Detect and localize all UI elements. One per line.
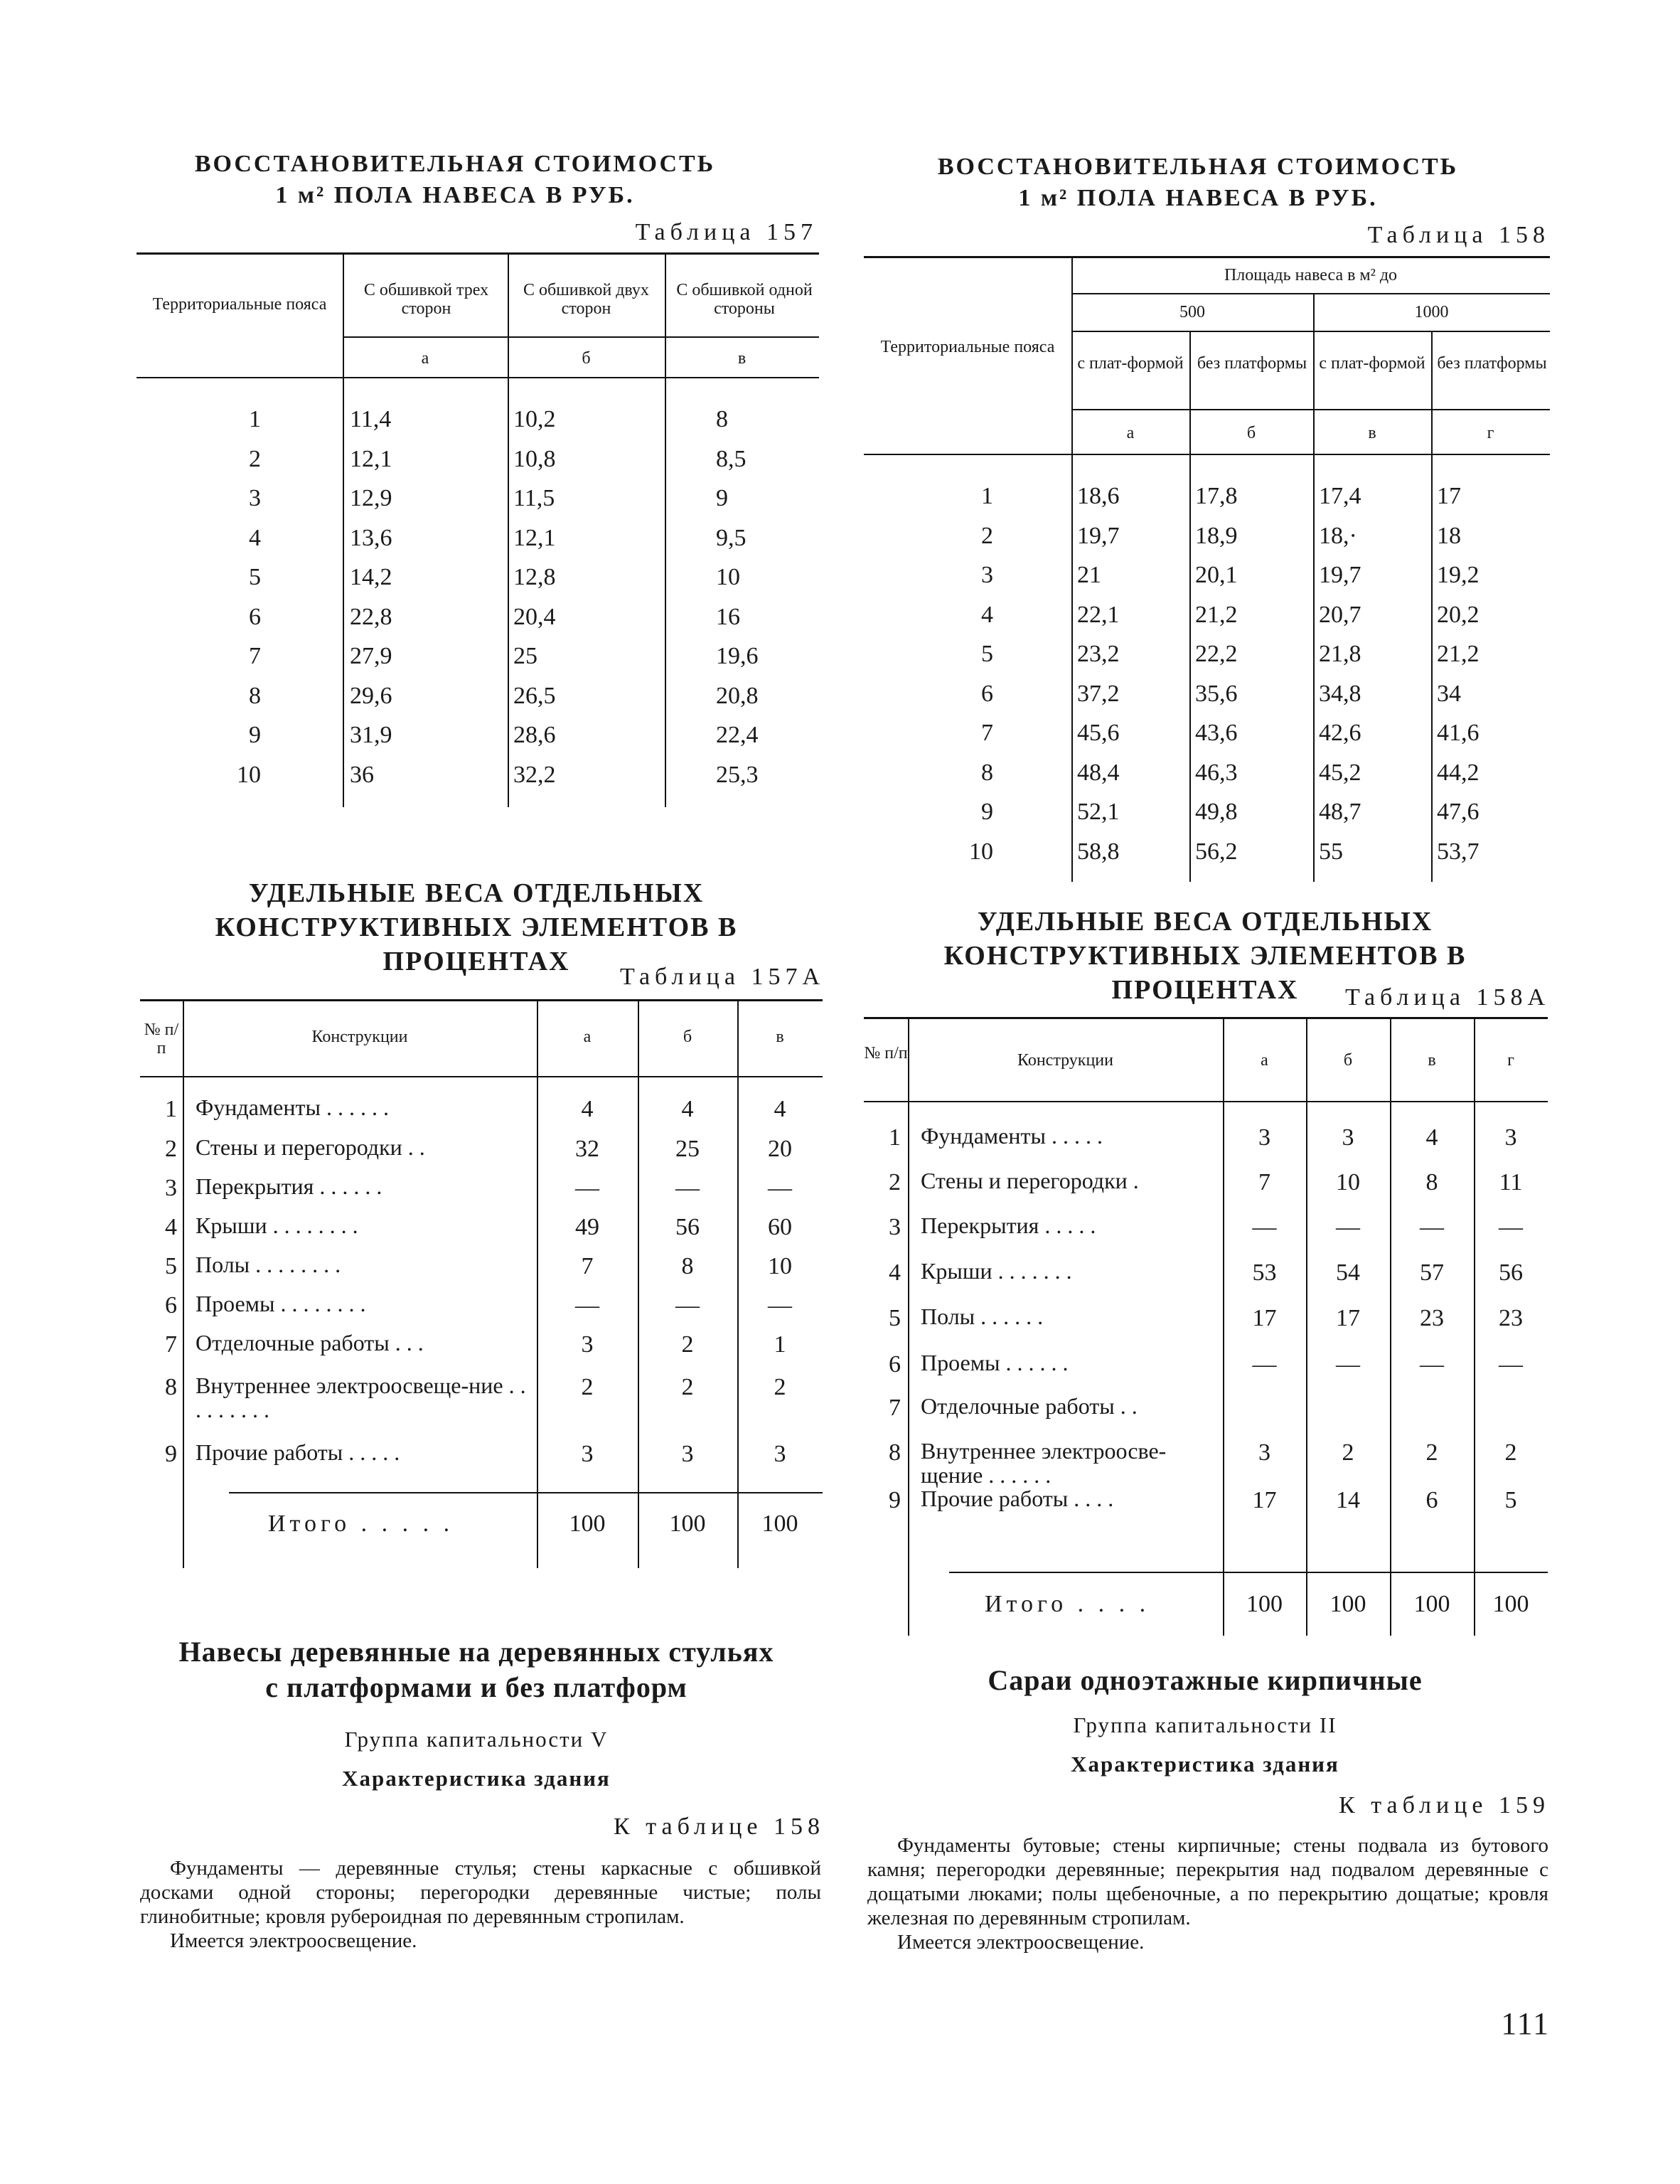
t158a-cell-r1-c2: Фундаменты . . . . . [921, 1123, 1103, 1149]
t157-table-number: Таблица 157 [635, 219, 818, 245]
t157a-cell-r1-c5: 4 [774, 1096, 786, 1122]
t158a-cell-r9-c3: 17 [1252, 1487, 1277, 1513]
t157-cell-r5-c4: 10 [716, 564, 740, 590]
t158-cell-r4-c5: 20,2 [1437, 601, 1480, 628]
t158-title-line2: 1 м² ПОЛА НАВЕСА В РУБ. [1018, 185, 1378, 211]
t158-cell-r8-c1: 8 [981, 759, 993, 786]
t158a-cell-r5-c6: 23 [1499, 1305, 1523, 1331]
t157a-cell-r3-c3: — [575, 1175, 599, 1201]
left-section-group: Группа капитальности V [344, 1727, 609, 1752]
t158-col-g: без платформы [1437, 354, 1547, 373]
t158a-cell-r1-c6: 3 [1504, 1124, 1517, 1151]
t157a-cell-r9-c3: 3 [581, 1441, 594, 1467]
t157-cell-r4-c1: 4 [249, 524, 261, 551]
t157a-letter-b: б [683, 1028, 692, 1046]
t158-col-v: с плат-формой [1319, 354, 1425, 373]
t158-cell-r4-c4: 20,7 [1319, 601, 1361, 628]
t157-col-zone: Территориальные пояса [152, 295, 327, 314]
t157a-cell-r4-c2: Крыши . . . . . . . . [196, 1213, 358, 1238]
t158a-cell-r2-c3: 7 [1258, 1169, 1270, 1195]
t157-cell-r5-c3: 12,8 [513, 564, 556, 590]
t158-cell-r2-c2: 19,7 [1077, 522, 1120, 549]
t157a-table-number: Таблица 157А [620, 964, 825, 990]
t158a-cell-r6-c5: — [1420, 1351, 1444, 1378]
t158a-letter-a: а [1261, 1051, 1268, 1070]
t158-cell-r4-c1: 4 [981, 601, 993, 628]
right-section-ref: К таблице 159 [1339, 1792, 1550, 1818]
t158-cell-r5-c5: 21,2 [1437, 641, 1480, 667]
t157-cell-r9-c4: 22,4 [716, 722, 759, 748]
t158a-cell-r3-c6: — [1499, 1214, 1523, 1240]
t158a-cell-r2-c5: 8 [1425, 1169, 1438, 1195]
t158a-cell-r3-c4: — [1336, 1214, 1360, 1240]
t158-cell-r3-c2: 21 [1077, 562, 1101, 588]
t157a-cell-r8-c4: 2 [681, 1374, 694, 1400]
t157a-cell-r7-c5: 1 [774, 1331, 786, 1358]
t158-cell-r6-c3: 35,6 [1195, 680, 1238, 707]
t158a-title-line1: УДЕЛЬНЫЕ ВЕСА ОТДЕЛЬНЫХ [977, 907, 1433, 937]
t158a-cell-r3-c3: — [1252, 1214, 1277, 1240]
t157-cell-r7-c3: 25 [513, 643, 537, 669]
t158a-cell-r9-c5: 6 [1425, 1487, 1438, 1513]
t158-cell-r10-c1: 10 [969, 838, 993, 865]
t158a-cell-r4-c3: 53 [1252, 1259, 1277, 1286]
t157a-cell-r4-c1: 4 [165, 1214, 177, 1240]
table-157 [137, 252, 819, 807]
table-158 [864, 256, 1550, 882]
t157-col-b: С обшивкой двух сторон [523, 281, 649, 318]
t157-cell-r2-c2: 12,1 [350, 445, 392, 472]
t157a-cell-r3-c2: Перекрытия . . . . . . [196, 1173, 382, 1199]
t157a-cell-r9-c1: 9 [165, 1441, 177, 1467]
t157-cell-r6-c3: 20,4 [513, 603, 556, 630]
t157-cell-r8-c2: 29,6 [350, 682, 392, 709]
t157-cell-r9-c2: 31,9 [350, 722, 392, 748]
t158-cell-r1-c5: 17 [1437, 483, 1461, 509]
t158a-cell-r9-c2: Прочие работы . . . . [921, 1486, 1114, 1511]
t158a-cell-r8-c3: 3 [1258, 1439, 1270, 1466]
t158a-cell-r6-c1: 6 [889, 1351, 901, 1378]
t158a-cell-r2-c1: 2 [889, 1169, 901, 1195]
t158a-total-label: Итого . . . . [985, 1591, 1150, 1617]
t157a-letter-v: в [776, 1028, 784, 1046]
t157a-cell-r2-c2: Стены и перегородки . . [196, 1134, 425, 1160]
t157a-cell-r1-c3: 4 [581, 1096, 594, 1122]
t158-cell-r4-c3: 21,2 [1195, 601, 1238, 628]
t157-col-a: С обшивкой трех сторон [363, 281, 489, 318]
t158-cell-r2-c1: 2 [981, 522, 993, 549]
t157a-cell-r3-c4: — [675, 1175, 700, 1201]
t157-cell-r6-c1: 6 [249, 603, 261, 630]
t158a-cell-r8-c2: Внутреннее электроосве-щение . . . . . . [921, 1438, 1167, 1488]
t157-cell-r5-c1: 5 [249, 564, 261, 590]
t157-cell-r7-c4: 19,6 [716, 643, 759, 669]
left-section-paragraph: Фундаменты — деревянные стулья; стены каркасные с обшивкой досками одной стороны; перегородки деревянные чистые; полы глинобитные; кровля рубероидная по деревянным стропилам. [140, 1857, 821, 1928]
t157a-total-label: Итого . . . . . [268, 1511, 454, 1537]
t157a-cell-r7-c3: 3 [581, 1331, 594, 1358]
t158a-cell-r3-c1: 3 [889, 1214, 901, 1240]
t157-cell-r10-c4: 25,3 [716, 761, 759, 788]
t158a-col-no: № п/п [864, 1044, 908, 1062]
t158-cell-r8-c3: 46,3 [1195, 759, 1238, 786]
t158a-cell-r8-c6: 2 [1504, 1439, 1517, 1466]
t158-cell-r3-c1: 3 [981, 562, 993, 588]
t158a-cell-r1-c1: 1 [889, 1124, 901, 1151]
t158a-cell-r5-c1: 5 [889, 1305, 901, 1331]
t157a-cell-r1-c2: Фундаменты . . . . . . [196, 1094, 389, 1120]
t157-cell-r9-c1: 9 [249, 722, 261, 748]
t157-cell-r3-c1: 3 [249, 485, 261, 511]
table-158a [864, 1017, 1548, 1636]
t157a-cell-r3-c5: — [768, 1175, 792, 1201]
t157a-cell-r5-c1: 5 [165, 1253, 177, 1279]
t158-area-header: Площадь навеса в м² до [1224, 266, 1398, 284]
t157a-cell-r8-c2: Внутреннее электроосвеще-ние . . . . . . . . . [196, 1373, 526, 1422]
t157a-cell-r8-c5: 2 [774, 1374, 786, 1400]
t157a-cell-r6-c4: — [675, 1292, 700, 1319]
t158a-cell-r4-c5: 57 [1420, 1259, 1444, 1286]
t157a-cell-r4-c5: 60 [768, 1214, 792, 1240]
t158-col-b: без платформы [1197, 354, 1307, 373]
t157a-cell-r2-c1: 2 [165, 1136, 177, 1162]
t157-cell-r1-c2: 11,4 [350, 406, 392, 432]
t158a-cell-r4-c6: 56 [1499, 1259, 1523, 1286]
t158-cell-r7-c4: 42,6 [1319, 720, 1361, 746]
t158a-cell-r3-c2: Перекрытия . . . . . [921, 1213, 1096, 1238]
t157-cell-r5-c2: 14,2 [350, 564, 392, 590]
right-section-paragraph: Фундаменты бутовые; стены кирпичные; стены подвала из бутового камня; перегородки деревянные; перекрытия над подвалом деревянные с дощатыми люками; полы щебеночные, а по перекрытию дощатые; кровля железная по деревянным стропилам. [867, 1834, 1548, 1929]
t158-area-500: 500 [1179, 303, 1205, 321]
t158-cell-r10-c3: 56,2 [1195, 838, 1238, 865]
t158-cell-r1-c3: 17,8 [1195, 483, 1238, 509]
t158-cell-r3-c5: 19,2 [1437, 562, 1480, 588]
t157a-letter-a: а [583, 1028, 592, 1046]
t158a-cell-r2-c2: Стены и перегородки . [921, 1168, 1139, 1193]
t157-title-line2: 1 м² ПОЛА НАВЕСА В РУБ. [275, 182, 635, 208]
t157-cell-r2-c3: 10,8 [513, 445, 556, 472]
t158-cell-r5-c3: 22,2 [1195, 641, 1238, 667]
t158a-cell-r5-c3: 17 [1252, 1305, 1277, 1331]
right-section-text [867, 1833, 1548, 1954]
t157a-cell-r4-c3: 49 [575, 1214, 599, 1240]
left-section-title-line1: Навесы деревянные на деревянных стульях [178, 1636, 774, 1668]
t158-col-a: с плат-формой [1077, 354, 1184, 373]
t158-letter-b: б [1246, 424, 1256, 442]
t158a-cell-r6-c3: — [1252, 1351, 1277, 1378]
t158a-cell-r9-c6: 5 [1504, 1487, 1517, 1513]
t157-col-v: С обшивкой одной стороны [676, 281, 813, 318]
t157a-cell-r9-c2: Прочие работы . . . . . [196, 1439, 400, 1465]
t157a-cell-r7-c2: Отделочные работы . . . [196, 1330, 424, 1355]
t158-cell-r1-c1: 1 [981, 483, 993, 509]
t157a-total-v: 100 [761, 1511, 798, 1537]
t158a-cell-r1-c3: 3 [1258, 1124, 1270, 1151]
t157a-title-line2: КОНСТРУКТИВНЫХ ЭЛЕМЕНТОВ В ПРОЦЕНТАХ [215, 912, 738, 976]
t158-cell-r9-c2: 52,1 [1077, 799, 1120, 825]
t158a-cell-r3-c5: — [1420, 1214, 1444, 1240]
t158a-cell-r9-c1: 9 [889, 1487, 901, 1513]
t158-cell-r2-c4: 18,· [1319, 522, 1357, 549]
t158a-cell-r6-c2: Проемы . . . . . . [921, 1350, 1069, 1375]
t157-cell-r3-c4: 9 [716, 485, 728, 511]
t157-cell-r4-c3: 12,1 [513, 524, 556, 551]
t157-cell-r1-c4: 8 [716, 406, 728, 432]
t158-cell-r2-c5: 18 [1437, 522, 1461, 549]
t158a-cell-r5-c2: Полы . . . . . . [921, 1304, 1044, 1329]
t158a-cell-r4-c4: 54 [1336, 1259, 1360, 1286]
t157-cell-r4-c2: 13,6 [350, 524, 392, 551]
t158a-cell-r6-c4: — [1336, 1351, 1360, 1378]
t157a-title-line1: УДЕЛЬНЫЕ ВЕСА ОТДЕЛЬНЫХ [248, 878, 705, 908]
t157a-cell-r5-c4: 8 [681, 1253, 694, 1279]
t158a-total-a: 100 [1246, 1591, 1283, 1617]
t157a-col-constr: Конструкции [311, 1028, 408, 1046]
t157-cell-r1-c1: 1 [249, 406, 261, 432]
t158-cell-r1-c4: 17,4 [1319, 483, 1361, 509]
t158-cell-r7-c2: 45,6 [1077, 720, 1120, 746]
t157a-cell-r2-c5: 20 [768, 1136, 792, 1162]
t158-cell-r1-c2: 18,6 [1077, 483, 1120, 509]
t158a-col-constr: Конструкции [1017, 1051, 1113, 1070]
t158-cell-r7-c3: 43,6 [1195, 720, 1238, 746]
t158a-total-v: 100 [1413, 1591, 1450, 1617]
t158a-cell-r4-c2: Крыши . . . . . . . [921, 1258, 1072, 1284]
t158-cell-r6-c5: 34 [1437, 680, 1461, 707]
left-section-title-line2: с платформами и без платформ [265, 1671, 687, 1703]
t157a-cell-r8-c3: 2 [581, 1374, 594, 1400]
t157-cell-r4-c4: 9,5 [716, 524, 747, 551]
t157-cell-r3-c3: 11,5 [513, 485, 555, 511]
t157a-cell-r6-c3: — [575, 1292, 599, 1319]
t158-cell-r5-c1: 5 [981, 641, 993, 667]
t157a-cell-r5-c2: Полы . . . . . . . . [196, 1252, 341, 1277]
t158-cell-r8-c2: 48,4 [1077, 759, 1120, 786]
t158a-cell-r8-c5: 2 [1425, 1439, 1438, 1466]
t158a-table-number: Таблица 158А [1345, 984, 1550, 1011]
t157-cell-r8-c4: 20,8 [716, 682, 759, 709]
t158-cell-r8-c4: 45,2 [1319, 759, 1361, 786]
t158a-cell-r5-c5: 23 [1420, 1305, 1444, 1331]
t157-cell-r7-c2: 27,9 [350, 643, 392, 669]
t158-area-1000: 1000 [1414, 303, 1449, 321]
t158a-cell-r7-c2: Отделочные работы . . [921, 1393, 1138, 1419]
t158-letter-a: а [1126, 424, 1135, 442]
t157-cell-r6-c2: 22,8 [350, 603, 392, 630]
t158-cell-r9-c3: 49,8 [1195, 799, 1238, 825]
t157-cell-r6-c4: 16 [716, 603, 740, 630]
page-number: 111 [1501, 2006, 1550, 2041]
t158a-total-b: 100 [1329, 1591, 1366, 1617]
right-section-paragraph-2: Имеется электроосвещение. [897, 1931, 1145, 1954]
t158-cell-r9-c5: 47,6 [1437, 799, 1480, 825]
t158-cell-r5-c4: 21,8 [1319, 641, 1361, 667]
t158-cell-r9-c4: 48,7 [1319, 799, 1361, 825]
t157-cell-r10-c3: 32,2 [513, 761, 556, 788]
t157a-cell-r2-c4: 25 [675, 1136, 700, 1162]
right-section-characteristic: Характеристика здания [1071, 1752, 1339, 1777]
t157a-cell-r4-c4: 56 [675, 1214, 700, 1240]
t157a-total-b: 100 [669, 1511, 706, 1537]
t158-cell-r9-c1: 9 [981, 799, 993, 825]
t157a-cell-r6-c5: — [768, 1292, 792, 1319]
t157-cell-r7-c1: 7 [249, 643, 261, 669]
t157a-cell-r9-c4: 3 [681, 1441, 694, 1467]
t158a-cell-r8-c4: 2 [1342, 1439, 1354, 1466]
t158a-cell-r6-c6: — [1499, 1351, 1523, 1378]
t158-cell-r7-c5: 41,6 [1437, 720, 1480, 746]
t158a-cell-r9-c4: 14 [1336, 1487, 1360, 1513]
t157-title-line1: ВОССТАНОВИТЕЛЬНАЯ СТОИМОСТЬ [194, 151, 716, 177]
t157-cell-r2-c4: 8,5 [716, 445, 747, 472]
t158a-title-line2: КОНСТРУКТИВНЫХ ЭЛЕМЕНТОВ В ПРОЦЕНТАХ [943, 941, 1467, 1005]
t158a-total-g: 100 [1492, 1591, 1529, 1617]
t157-letter-v: в [737, 349, 747, 368]
left-section-characteristic: Характеристика здания [342, 1766, 611, 1791]
t158-letter-v: в [1368, 424, 1376, 442]
t158-cell-r2-c3: 18,9 [1195, 522, 1238, 549]
left-section-paragraph-2: Имеется электроосвещение. [170, 1929, 417, 1952]
t158-cell-r7-c1: 7 [981, 720, 993, 746]
t157-cell-r2-c1: 2 [249, 445, 261, 472]
t158a-cell-r1-c5: 4 [1425, 1124, 1438, 1151]
t157a-cell-r6-c2: Проемы . . . . . . . . [196, 1291, 366, 1316]
left-section-text [140, 1856, 821, 1953]
t157-cell-r1-c3: 10,2 [513, 406, 556, 432]
t158-cell-r10-c5: 53,7 [1437, 838, 1480, 865]
t158a-cell-r7-c1: 7 [889, 1395, 901, 1421]
t158-table-number: Таблица 158 [1367, 222, 1550, 248]
t158-cell-r5-c2: 23,2 [1077, 641, 1120, 667]
t158-cell-r6-c2: 37,2 [1077, 680, 1120, 707]
t157a-cell-r3-c1: 3 [165, 1175, 177, 1201]
t157a-cell-r7-c4: 2 [681, 1331, 694, 1358]
t158-title-line1: ВОССТАНОВИТЕЛЬНАЯ СТОИМОСТЬ [937, 154, 1459, 180]
t158-cell-r10-c2: 58,8 [1077, 838, 1120, 865]
t158-cell-r10-c4: 55 [1319, 838, 1343, 865]
t157a-total-a: 100 [569, 1511, 606, 1537]
t158-cell-r3-c4: 19,7 [1319, 562, 1361, 588]
t157-letter-b: б [582, 349, 591, 368]
t158a-letter-b: б [1343, 1051, 1353, 1070]
t157a-cell-r6-c1: 6 [165, 1292, 177, 1319]
t157-letter-a: а [421, 349, 429, 368]
right-section-group: Группа капитальности II [1073, 1712, 1337, 1737]
left-section-ref: К таблице 158 [614, 1813, 825, 1840]
t158-cell-r4-c2: 22,1 [1077, 601, 1120, 628]
t158a-letter-g: г [1507, 1051, 1514, 1070]
t157-cell-r10-c2: 36 [350, 761, 374, 788]
t158-cell-r6-c4: 34,8 [1319, 680, 1361, 707]
t158a-cell-r5-c4: 17 [1336, 1305, 1360, 1331]
t158a-cell-r4-c1: 4 [889, 1259, 901, 1286]
t158a-cell-r1-c4: 3 [1342, 1124, 1354, 1151]
t157-cell-r3-c2: 12,9 [350, 485, 392, 511]
t157a-cell-r2-c3: 32 [575, 1136, 599, 1162]
t157-cell-r9-c3: 28,6 [513, 722, 556, 748]
t158-col-zone: Территориальные пояса [880, 338, 1055, 356]
t157-cell-r8-c1: 8 [249, 682, 261, 709]
t158a-letter-v: в [1428, 1051, 1436, 1070]
t157a-cell-r8-c1: 8 [165, 1374, 177, 1400]
t157-cell-r8-c3: 26,5 [513, 682, 556, 709]
t158-letter-g: г [1487, 424, 1494, 442]
t157a-col-no: № п/п [144, 1021, 179, 1058]
table-157a [140, 999, 823, 1568]
t157a-cell-r1-c4: 4 [681, 1096, 694, 1122]
t157a-cell-r5-c3: 7 [581, 1253, 594, 1279]
t157a-cell-r1-c1: 1 [165, 1096, 177, 1122]
t158-cell-r3-c3: 20,1 [1195, 562, 1238, 588]
t158-cell-r6-c1: 6 [981, 680, 993, 707]
t158-cell-r8-c5: 44,2 [1437, 759, 1480, 786]
t158a-cell-r8-c1: 8 [889, 1439, 901, 1466]
right-section-title: Сараи одноэтажные кирпичные [988, 1664, 1423, 1696]
t158a-cell-r2-c6: 11 [1499, 1169, 1523, 1195]
t158a-cell-r2-c4: 10 [1336, 1169, 1360, 1195]
t157a-cell-r5-c5: 10 [768, 1253, 792, 1279]
t157-cell-r10-c1: 10 [237, 761, 261, 788]
t157a-cell-r9-c5: 3 [774, 1441, 786, 1467]
t157a-cell-r7-c1: 7 [165, 1331, 177, 1358]
